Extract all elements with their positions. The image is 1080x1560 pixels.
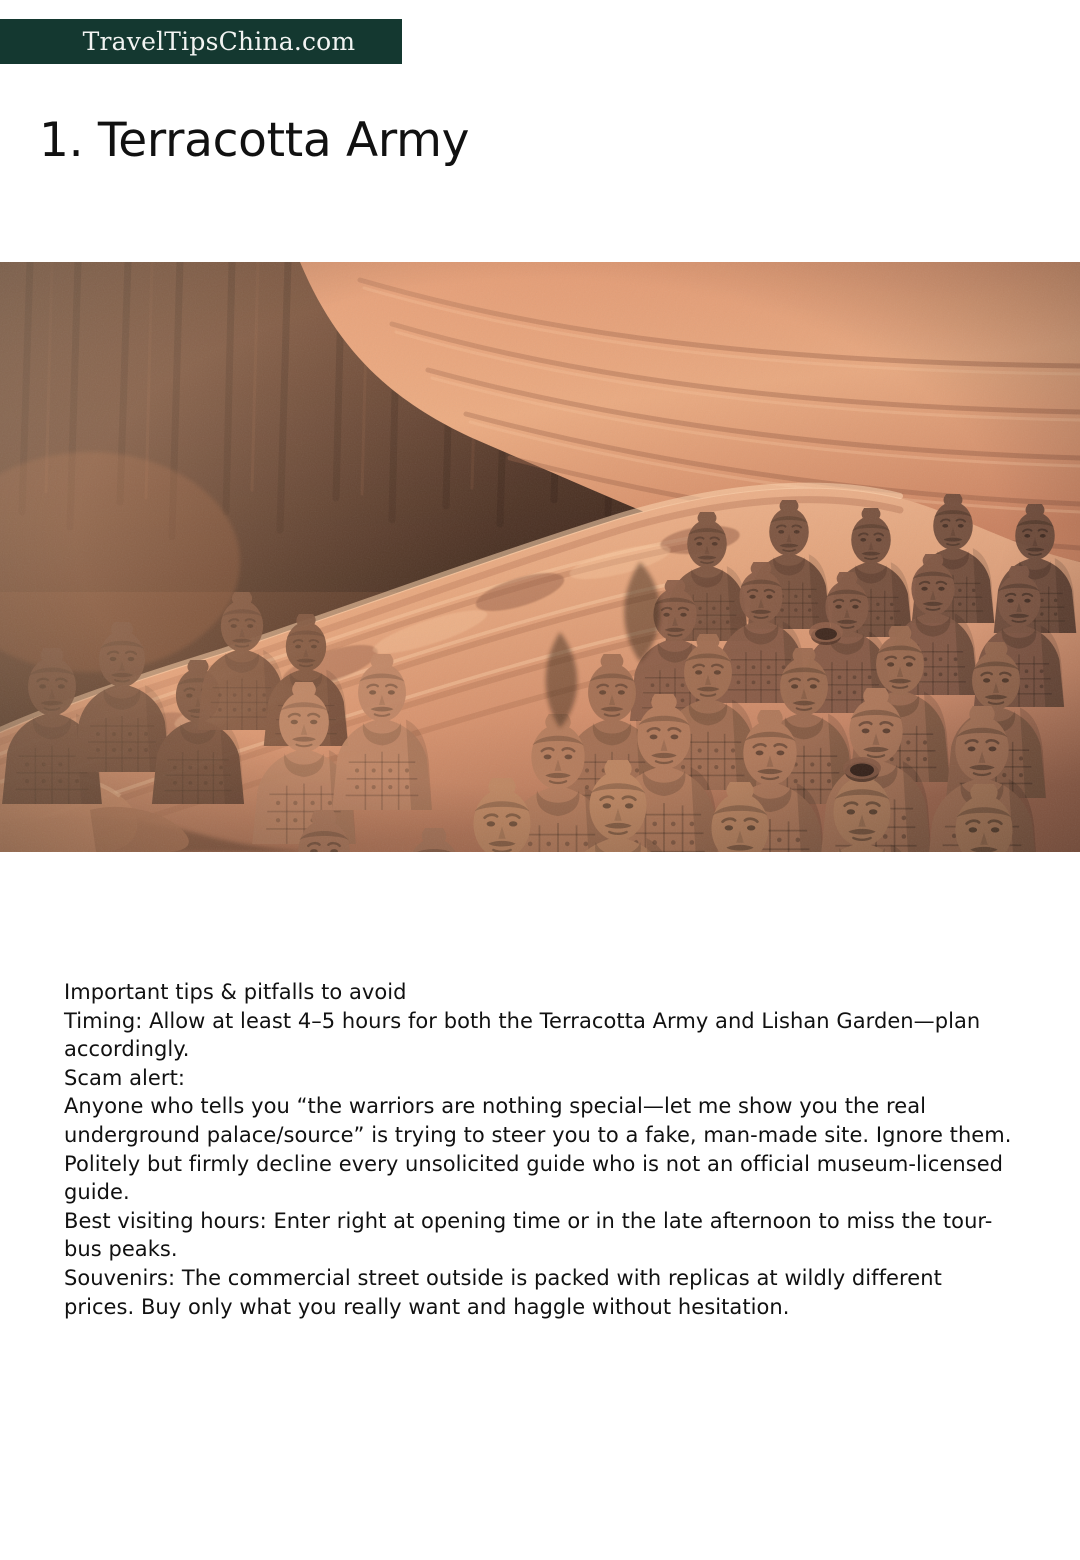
tips-line-scam-alert: Scam alert: bbox=[64, 1065, 185, 1090]
site-name-label: TravelTipsChina.com bbox=[82, 27, 356, 56]
terracotta-army-photo bbox=[0, 262, 1080, 852]
site-logo-banner[interactable] bbox=[0, 19, 402, 64]
tips-line-timing: Timing: Allow at least 4–5 hours for both the Terracotta Army and Lishan Garden—plan accordingly. bbox=[64, 1008, 981, 1062]
tips-line-best-hours: Best visiting hours: Enter right at opening time or in the late afternoon to miss the tour-bus peaks. bbox=[64, 1208, 993, 1262]
tips-line-heading: Important tips & pitfalls to avoid bbox=[64, 980, 407, 1004]
tips-text-block bbox=[64, 978, 1016, 1321]
tips-line-souvenirs: Souvenirs: The commercial street outside is packed with replicas at wildly different prices. Buy only what you really want and haggle without hesitation. bbox=[64, 1265, 942, 1319]
tips-line-guides: Politely but firmly decline every unsolicited guide who is not an official museum-licensed guide. bbox=[64, 1151, 1004, 1205]
page-title: 1. Terracotta Army bbox=[39, 113, 470, 168]
terracotta-army-illustration bbox=[0, 262, 1080, 852]
tips-line-scam-detail: Anyone who tells you “the warriors are nothing special—let me show you the real underground palace/source” is trying to steer you to a fake, man-made site. Ignore them. bbox=[64, 1094, 1012, 1147]
